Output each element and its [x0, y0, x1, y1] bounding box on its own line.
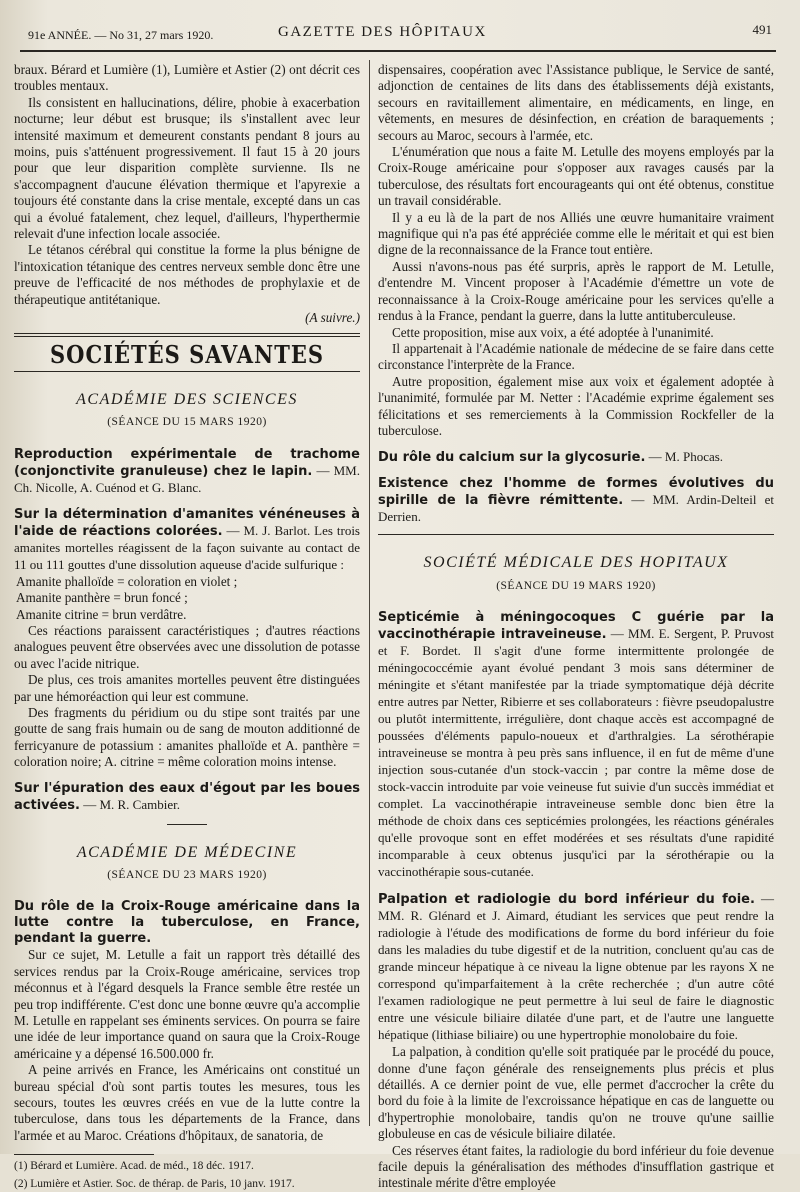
academy-title: ACADÉMIE DE MÉDECINE	[76, 843, 298, 861]
session-date: (SÉANCE DU 23 MARS 1920)	[107, 869, 267, 881]
article-heading: Du rôle de la Croix-Rouge américaine dans la lutte contre la tuberculose, en France, pendant la guerre.	[14, 899, 360, 947]
article-heading-text: Sur l'épuration des eaux d'égout par les boues activées.	[14, 780, 360, 813]
paragraph: Des fragments du péridium ou du stipe sont traités par une goutte de sang frais humain ou de sang de mouton additionné de ferricyanure de potassium : amanites phalloïde et A. panthère = coloration noire; A. citrine = même coloration moins intense.	[14, 704, 360, 770]
paragraph: Il y a eu là de la part de nos Alliés une œuvre humanitaire vraiment magnifique qui n'a pas été appréciée comme elle le méritait et qui est bien digne de la reconnaissance de la France tout entière.	[378, 209, 774, 258]
footnote: (1) Bérard et Lumière. Acad. de méd., 18 déc. 1917.	[14, 1160, 254, 1173]
article-heading-text: Reproduction expérimentale de trachome (conjonctivite granuleuse) chez le lapin.	[14, 446, 360, 479]
issue-info: 91e ANNÉE. — No 31, 27 mars 1920.	[28, 28, 214, 42]
paragraph: A peine arrivés en France, les Américains ont constitué un bureau spécial d'où sont partis toutes les mesures, tous les secours, toutes les œuvres créés en vue de la lutte contre la tuberculose, dans tous les départements de la France, dans l'armée et au Maroc. Créations d'hôpitaux, de sanatoria, de	[14, 1062, 360, 1143]
paragraph: La palpation, à condition qu'elle soit pratiquée par le procédé du pouce, donne d'une façon générale des renseignements plus précis et plus détaillés. A ce dernier point de vue, elle permet d'accrocher la crête du bord du foie à la limite de l'excroissance hépatique en cas de languette ou d'hypertrophie monolobaire, tandis qu'on ne trouve qu'une saillie globuleuse en cas de vésicule biliaire dilatée.	[378, 1044, 774, 1142]
session-date: (SÉANCE DU 15 MARS 1920)	[107, 416, 267, 429]
academy-title: ACADÉMIE DES SCIENCES	[76, 390, 298, 408]
column-divider	[369, 60, 370, 1126]
paragraph: Autre proposition, également mise aux voix et également adoptée à l'unanimité, formulée par M. Netter : l'Académie exprime également ses félicitations et ses remerciements à la Commission Rockfeller de la tuberculose.	[378, 373, 774, 438]
article-body: — MM. E. Sergent, P. Pruvost et F. Bordet. Il s'agit d'une forme intermittente prolongée de méningococcémie ayant évolué pendant 3 mois sans déterminer de méningite et s'étant manifestée par la triade symptomatique déjà décrite entre autres par Netter, Ribierre et ses collaborateurs : fièvre pseudopalustre ou plutôt intermittente, irrégulière, dont chaque accès est accompagné de poussées d'éléments papulo-noueux et d'arthralgies. La sérothérapie intraveineuse se montra à peu près sans influence, il en fut de même d'une injection sous-cutanée d'un stock-vaccin ; par contre la même dose de stock-vaccin introduite par voie veineuse fut suivie d'un succès immédiat et complet. La vaccinothérapie intraveineuse semble donc bien être la méthode de choix dans ces septicémies prolongées, les réactions générales qu'elle provoque sont en effet modérées et ses résultats d'une rapidité incomparable à ceux obtenus jusqu'ici par la sérothérapie ou la vaccinothérapie sous-cutanée.	[378, 626, 774, 880]
paragraph: Sur ce sujet, M. Letulle a fait un rapport très détaillé des services rendus par la Croix-Rouge américaine, services trop méconnus et à l'égard desquels la France semble être restée un peu trop indifférente. C'est donc une bonne œuvre qu'a accomplie M. Letulle en rappelant ses éminents services. On pourra se faire une idée de leur importance quand on saura que la Croix-Rouge américaine y a dépensé 16.500.000 fr.	[14, 947, 360, 1061]
paragraph: Ces réactions paraissent caractéristiques ; d'autres réactions analogues peuvent être observées avec une dissolution de potasse ou avec l'acide nitrique.	[14, 622, 360, 671]
section-rule	[378, 534, 774, 535]
left-column	[14, 62, 360, 1191]
article-authors: — M. Phocas.	[645, 449, 724, 465]
society-title: SOCIÉTÉ MÉDICALE DES HOPITAUX	[423, 554, 729, 572]
page-header	[28, 22, 772, 46]
double-rule	[14, 333, 360, 337]
paragraph: Le tétanos cérébral qui constitue la forme la plus bénigne de l'intoxication tétanique des centres nerveux semble donc être une preuve de l'efficacité de nos méthodes de prophylaxie et de thérapeutique antitétanique.	[14, 242, 360, 307]
paragraph: dispensaires, coopération avec l'Assistance publique, le Service de santé, adjonction de centaines de lits dans des établissements déjà existants, secours en ravitaillement alimentaire, en médicaments, en linge, en vêtements, en mesures de désinfection, en création de baraquements ; secours au Maroc, secours à l'armée, etc.	[378, 62, 774, 143]
footnote: (2) Lumière et Astier. Soc. de thérap. de Paris, 10 janv. 1917.	[14, 1178, 295, 1191]
section-title: SOCIÉTÉS SAVANTES	[50, 339, 324, 369]
reaction-list	[14, 574, 360, 623]
session-date: (SÉANCE DU 19 MARS 1920)	[496, 579, 656, 592]
article-heading	[378, 476, 774, 526]
short-rule	[167, 824, 207, 825]
header-rule	[20, 50, 776, 52]
article-heading-text: Septicémie à méningocoques C guérie par la vaccinothérapie intraveineuse.	[378, 610, 774, 643]
section-rule	[14, 371, 360, 372]
article-heading-text: Sur la détermination d'amanites vénéneuses à l'aide de réactions colorées.	[14, 506, 360, 539]
article-body: — MM. R. Glénard et J. Aimard, étudiant les services que peut rendre la radiologie à l'étude des modifications de forme du bord inférieur du foie dans les maladies du tube digestif et de la nutrition, concluent qu'au cas de grande minceur hépatique à ce niveau la ligne obtenue par les rayons X ne correspond qu'imparfaitement à la crête recherchée ; d'un autre côté l'examen radiologique ne peut permettre à lui seul de faire le diagnostic entre une vésicule biliaire dilatée d'une part, et de l'autre une languette hépatique (lithiase biliaire) ou une hypertrophie monolobaire du foie.	[378, 891, 774, 1043]
article-heading-text: Du rôle du calcium sur la glycosurie.	[378, 450, 646, 466]
article-heading	[14, 781, 360, 814]
page-number: 491	[752, 22, 772, 37]
footnote-rule	[14, 1154, 154, 1155]
article-heading	[378, 610, 774, 881]
right-column	[378, 62, 774, 1192]
paragraph: braux. Bérard et Lumière (1), Lumière et Astier (2) ont décrit ces troubles mentaux.	[14, 62, 360, 94]
paragraph: Ils consistent en hallucinations, délire, phobie à exacerbation nocturne; leur début est brusque; ils s'installent avec leur intensité maximum et demeurent constants pendant 8 jours au moins, puis s'atténuent progressivement. Il faut 15 à 20 jours pour que leur disparition complète survienne. Ils ne s'accompagnent d'aucune élévation thermique et l'apyrexie a toujours été constante dans la crise mentale, excepté dans un cas qui a évolué fatalement, chez lequel, d'ailleurs, l'hyperthermie relevait d'une infection locale associée.	[14, 94, 360, 242]
article-heading	[14, 507, 360, 574]
list-item: Amanite panthère = brun foncé ;	[16, 590, 188, 606]
article-heading-text: Existence chez l'homme de formes évolutives du spirille de la fièvre rémittente.	[378, 476, 774, 509]
article-body: — M. J. Barlot. Les trois amanites mortelles réagissent de la façon suivante au contact de 11 ou 111 gouttes d'une dissolution aqueuse d'acide sulfurique :	[14, 522, 360, 572]
article-authors: — MM. Ch. Nicolle, A. Cuénod et G. Blanc.	[14, 462, 360, 495]
list-item: Amanite citrine = brun verdâtre.	[16, 606, 187, 622]
list-item: Amanite phalloïde = coloration en violet ;	[16, 573, 238, 589]
paragraph: Aussi n'avons-nous pas été surpris, après le rapport de M. Letulle, d'entendre M. Vincent proposer à l'Académie d'émettre un vote de reconnaissance à la Croix-Rouge américaine pour les services qu'elle a rendus à la France, pendant la guerre, dans la lutte antituberculeuse.	[378, 258, 774, 324]
journal-title: GAZETTE DES HÔPITAUX	[278, 24, 487, 40]
article-heading	[14, 447, 360, 497]
article-authors: — MM. Ardin-Delteil et Derrien.	[378, 492, 774, 525]
article-authors: — M. R. Cambier.	[79, 796, 180, 812]
article-heading	[378, 891, 774, 1044]
article-heading	[378, 449, 774, 466]
article-heading-text: Palpation et radiologie du bord inférieur du foie.	[378, 892, 755, 908]
paragraph: Ces réserves étant faites, la radiologie du bord inférieur du foie devenue facile depuis la généralisation des méthodes d'insufflation gastrique et intestinale mérite d'être employée	[378, 1142, 774, 1191]
paragraph: De plus, ces trois amanites mortelles peuvent être distinguées par une hémoréaction qui leur est commune.	[14, 672, 360, 704]
paragraph: Cette proposition, mise aux voix, a été adoptée à l'unanimité.	[392, 324, 714, 340]
paragraph: Il appartenait à l'Académie nationale de médecine de se faire dans cette circonstance l'interprète de la France.	[378, 340, 774, 373]
to-be-continued: (A suivre.)	[305, 310, 360, 326]
paragraph: L'énumération que nous a faite M. Letulle des moyens employés par la Croix-Rouge américaine pour s'opposer aux ravages causés par la tuberculose, des résultats fort encourageants qui ont été obtenus, constitue un travail considérable.	[378, 144, 774, 209]
